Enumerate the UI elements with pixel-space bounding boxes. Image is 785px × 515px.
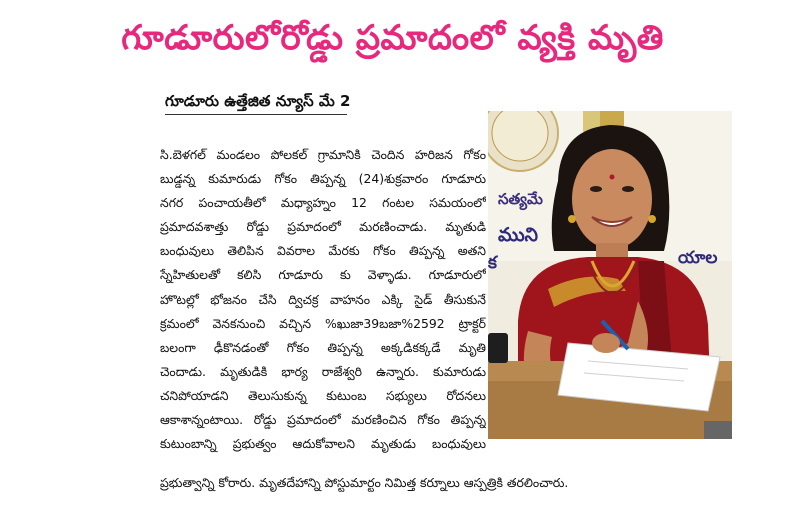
article-line: సి.బెళగల్ మండలం పోలకల్ గ్రామానికి చెందిన హరిజన గోకం bbox=[160, 147, 486, 162]
article-line: బలంగా ఢీకొనడంతో గోకం తిప్పన్న అక్కడికక్కడే మృతి bbox=[160, 339, 486, 355]
article-line: చనిపోయాడని తెలుసుకున్న కుటుంబ సభ్యులు రోదనలు bbox=[160, 387, 486, 403]
sign-text: ముని bbox=[498, 224, 539, 246]
headline: గూడూరులోరోడ్డు ప్రమాదంలో వ్యక్తి మృతి bbox=[121, 18, 664, 58]
sign-text: క bbox=[488, 253, 497, 273]
article-last-line: ప్రభుత్వాన్ని కోరారు. మృతదేహాన్ని పోస్టుమార్టం నిమిత్త కర్నూలు ఆస్పత్రికి తరలించారు. bbox=[160, 475, 569, 490]
official-photo bbox=[488, 111, 732, 439]
dateline-underline bbox=[165, 114, 347, 115]
article-body bbox=[160, 143, 486, 456]
article-line: స్నేహితులతో కలిసి గూడూరు కు వెళ్ళాడు. గూడూరులో bbox=[160, 267, 486, 283]
dateline: గూడూరు ఉత్తేజిత న్యూస్ మే 2 bbox=[165, 92, 351, 110]
sign-text: సత్యమే bbox=[498, 190, 543, 208]
article-line: క్రమంలో వెనకనుంచి వచ్చిన %ఖుజా39బజా%2592 ట్రాక్టర్ bbox=[160, 315, 486, 331]
article-line: బంధువులు తెలిపిన వివరాల మేరకు గోకం తిప్పన్న అతని bbox=[160, 243, 486, 259]
article-line: హొటల్లో భోజనం చేసి ద్విచక్ర వాహనం ఎక్కి సైడ్ తీసుకునే bbox=[160, 291, 486, 307]
article-line: కుటుంబాన్ని ప్రభుత్వం ఆదుకోవాలని మృతుడు బంధువులు bbox=[160, 436, 486, 452]
sign-text: యాల bbox=[678, 248, 718, 268]
article-line: బుడ్డన్న కుమారుడు గోకం తిప్పన్న (24)శుక్రవారం గూడూరు bbox=[160, 171, 486, 187]
article-line: నగర పంచాయతీలో మధ్యాహ్నం 12 గంటల సమయంలో bbox=[160, 195, 486, 211]
article-line: ఆకాశాన్నంటాయి. రోడ్డు ప్రమాదంలో మరణించిన గోకం తిప్పన్న bbox=[160, 412, 486, 428]
article-line: చెందాడు. మృతుడికి భార్య రాజేశ్వరి ఉన్నారు. కుమారుడు bbox=[160, 363, 486, 379]
article-line: ప్రమాదవశాత్తు రోడ్డు ప్రమాదంలో మరణించాడు. మృతుడి bbox=[160, 219, 486, 235]
